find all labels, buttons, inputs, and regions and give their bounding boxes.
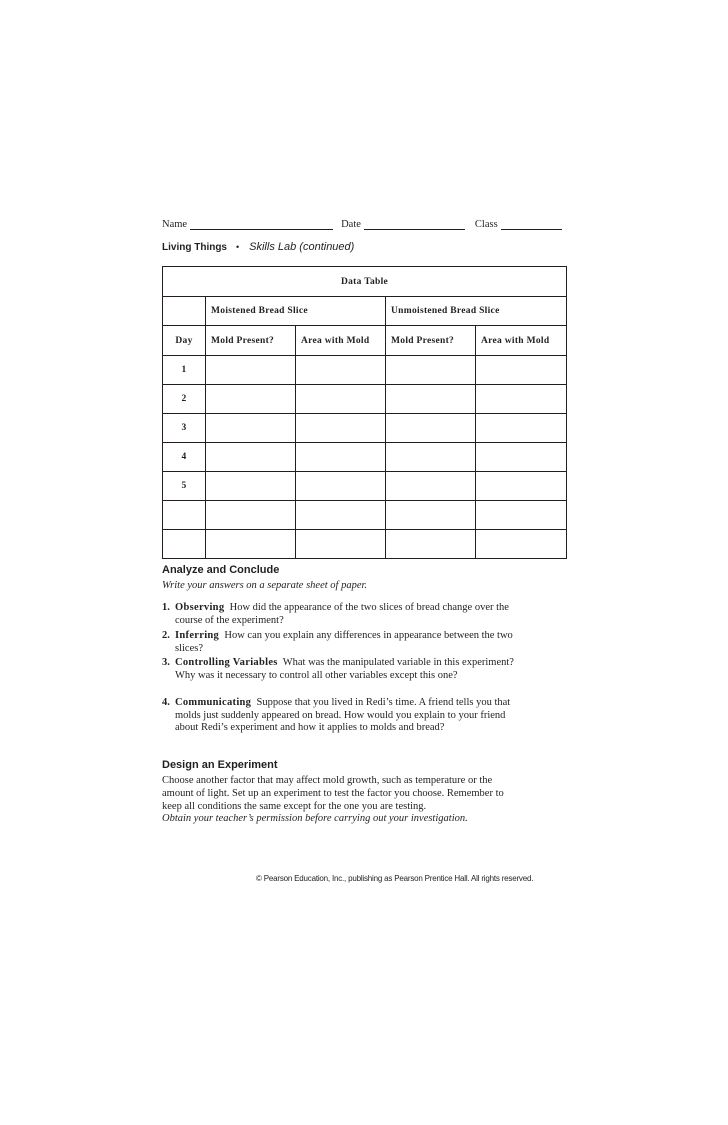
table-row	[163, 443, 567, 472]
question-keyword: Observing	[175, 602, 225, 613]
table-cell[interactable]	[206, 530, 296, 559]
table-cell[interactable]	[386, 501, 476, 530]
running-head	[162, 241, 354, 253]
column-header-mold-present-moist: Mold Present?	[206, 326, 296, 356]
table-cell[interactable]	[206, 501, 296, 530]
table-cell[interactable]	[296, 385, 386, 414]
table-cell[interactable]	[206, 472, 296, 501]
table-cell[interactable]	[296, 472, 386, 501]
design-instructions	[162, 775, 522, 826]
table-cell[interactable]	[386, 443, 476, 472]
table-row	[163, 385, 567, 414]
table-row	[163, 356, 567, 385]
question-number: 2.	[162, 630, 170, 641]
table-cell[interactable]	[296, 414, 386, 443]
table-title: Data Table	[163, 267, 567, 297]
question-text: How can you explain any differences in appearance between the two slices?	[175, 630, 513, 654]
question-text: Suppose that you lived in Redi’s time. A friend tells you that molds just suddenly appeared on bread. How would you explain to your friend about Redi’s experiment and how it applies to molds and bread?	[175, 697, 511, 734]
question-keyword: Inferring	[175, 630, 220, 641]
day-cell[interactable]	[163, 501, 206, 530]
analyze-heading: Analyze and Conclude	[162, 564, 280, 576]
design-heading: Design an Experiment	[162, 759, 278, 771]
group-unmoistened: Unmoistened Bread Slice	[386, 297, 567, 326]
question-2	[162, 630, 522, 655]
day-cell: 3	[163, 414, 206, 443]
group-empty-cell	[163, 297, 206, 326]
table-cell[interactable]	[206, 385, 296, 414]
day-cell: 1	[163, 356, 206, 385]
column-header-area-unmoist: Area with Mold	[476, 326, 567, 356]
group-moistened: Moistened Bread Slice	[206, 297, 386, 326]
date-blank[interactable]	[364, 220, 465, 230]
data-table-container	[162, 266, 565, 554]
question-1	[162, 602, 522, 627]
class-blank[interactable]	[501, 220, 562, 230]
data-table	[162, 266, 567, 559]
table-row	[163, 472, 567, 501]
day-cell: 5	[163, 472, 206, 501]
name-label: Name	[162, 219, 188, 230]
table-row	[163, 501, 567, 530]
column-header-day: Day	[163, 326, 206, 356]
table-cell[interactable]	[476, 501, 567, 530]
table-cell[interactable]	[296, 356, 386, 385]
design-permission-note: Obtain your teacher’s permission before carrying out your investigation.	[162, 813, 468, 825]
date-label: Date	[341, 219, 361, 230]
table-row	[163, 530, 567, 559]
table-cell[interactable]	[476, 385, 567, 414]
table-cell[interactable]	[476, 443, 567, 472]
question-text: How did the appearance of the two slices of bread change over the course of the experiment?	[175, 602, 509, 626]
day-cell: 4	[163, 443, 206, 472]
copyright-footer: © Pearson Education, Inc., publishing as Pearson Prentice Hall. All rights reserved.	[256, 874, 534, 883]
table-row	[163, 414, 567, 443]
name-blank[interactable]	[190, 220, 333, 230]
table-cell[interactable]	[296, 443, 386, 472]
table-cell[interactable]	[206, 356, 296, 385]
table-cell[interactable]	[206, 443, 296, 472]
question-number: 1.	[162, 602, 170, 613]
table-cell[interactable]	[476, 414, 567, 443]
analyze-instruction: Write your answers on a separate sheet of paper.	[162, 580, 368, 591]
question-number: 3.	[162, 657, 170, 668]
lab-title: Skills Lab (continued)	[249, 241, 355, 253]
table-cell[interactable]	[386, 530, 476, 559]
bullet-separator: •	[236, 242, 240, 252]
day-cell: 2	[163, 385, 206, 414]
chapter-title: Living Things	[162, 242, 227, 253]
table-cell[interactable]	[206, 414, 296, 443]
day-cell[interactable]	[163, 530, 206, 559]
table-cell[interactable]	[386, 385, 476, 414]
table-cell[interactable]	[386, 356, 476, 385]
table-cell[interactable]	[296, 501, 386, 530]
question-4	[162, 697, 522, 735]
table-cell[interactable]	[476, 472, 567, 501]
student-info-line	[162, 219, 566, 230]
design-text: Choose another factor that may affect mold growth, such as temperature or the amount of light. Set up an experiment to test the factor you choose. Remember to keep all conditions the same except for the one you are testing.	[162, 775, 504, 812]
table-cell[interactable]	[386, 472, 476, 501]
table-cell[interactable]	[296, 530, 386, 559]
class-label: Class	[474, 219, 498, 230]
table-cell[interactable]	[476, 530, 567, 559]
column-header-area-moist: Area with Mold	[296, 326, 386, 356]
question-keyword: Controlling Variables	[175, 657, 278, 668]
question-number: 4.	[162, 697, 170, 708]
column-header-mold-present-unmoist: Mold Present?	[386, 326, 476, 356]
question-3	[162, 657, 522, 682]
table-cell[interactable]	[386, 414, 476, 443]
question-keyword: Communicating	[175, 697, 252, 708]
table-cell[interactable]	[476, 356, 567, 385]
question-text: What was the manipulated variable in this experiment? Why was it necessary to control all other variables except this one?	[175, 657, 514, 681]
